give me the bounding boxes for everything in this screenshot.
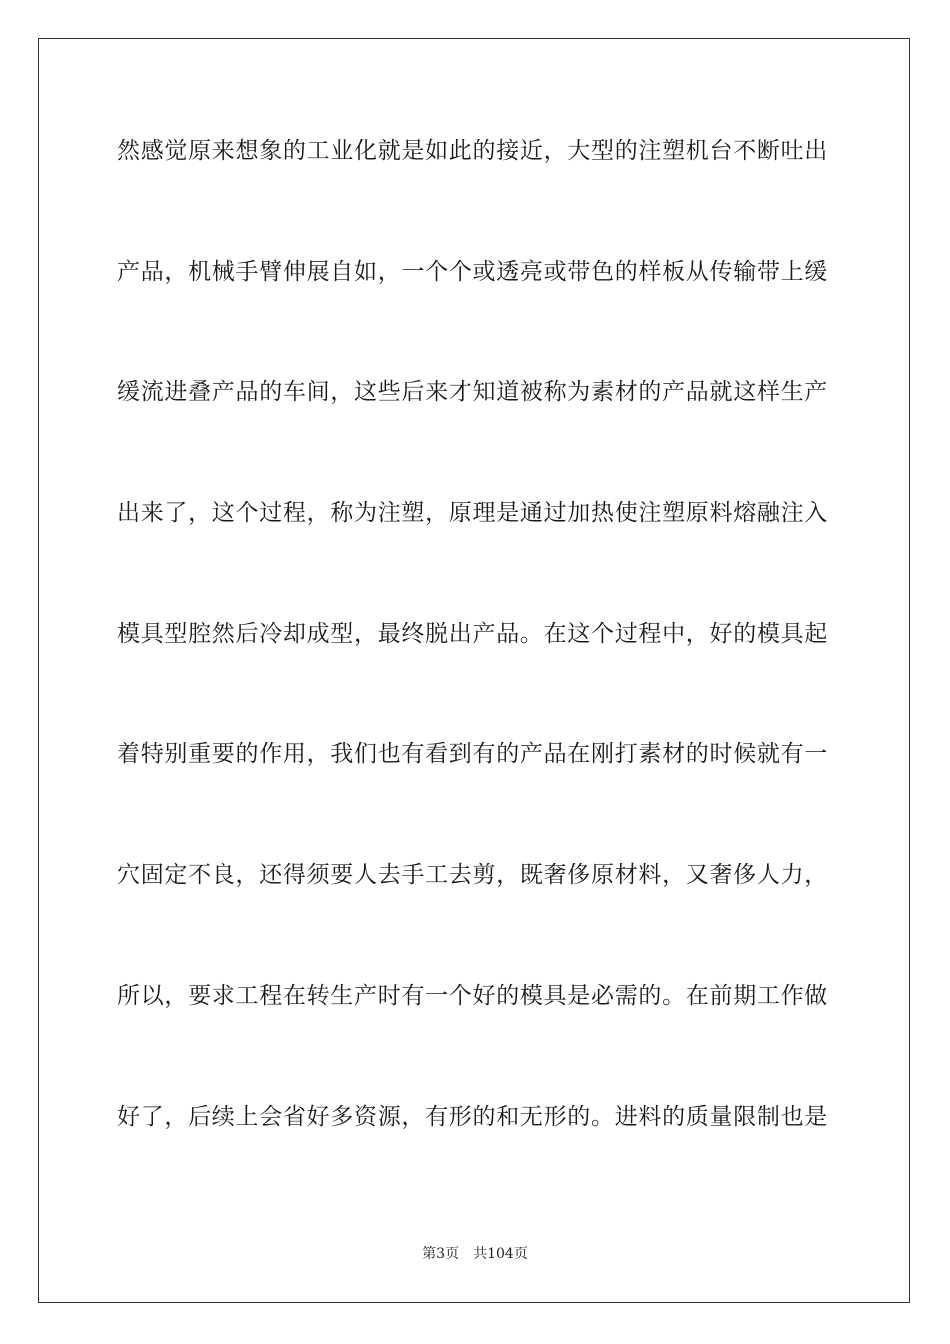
text-line-8: 所以，要求工程在转生产时有一个好的模具是必需的。在前期工作做 — [117, 982, 828, 1009]
text-line-6: 着特别重要的作用，我们也有看到有的产品在刚打素材的时候就有一 — [117, 741, 828, 768]
text-line-7: 穴固定不良，还得须要人去手工去剪，既奢侈原材料，又奢侈人力， — [117, 862, 828, 889]
text-line-1: 然感觉原来想象的工业化就是如此的接近，大型的注塑机台不断吐出 — [117, 138, 828, 164]
page-footer — [0, 1244, 950, 1264]
text-line-5: 模具型腔然后冷却成型，最终脱出产品。在这个过程中，好的模具起 — [117, 620, 828, 647]
body-text — [117, 126, 833, 1212]
page-total: 共104页 — [473, 1246, 528, 1262]
text-line-3: 缓流进叠产品的车间，这些后来才知道被称为素材的产品就这样生产 — [117, 379, 828, 406]
text-line-2: 产品，机械手臂伸展自如，一个个或透亮或带色的样板从传输带上缓 — [117, 258, 828, 285]
text-line-9: 好了，后续上会省好多资源，有形的和无形的。进料的质量限制也是 — [117, 1103, 828, 1130]
text-line-4: 出来了，这个过程，称为注塑，原理是通过加热使注塑原料熔融注入 — [117, 500, 828, 527]
page-number: 第3页 — [422, 1246, 460, 1262]
